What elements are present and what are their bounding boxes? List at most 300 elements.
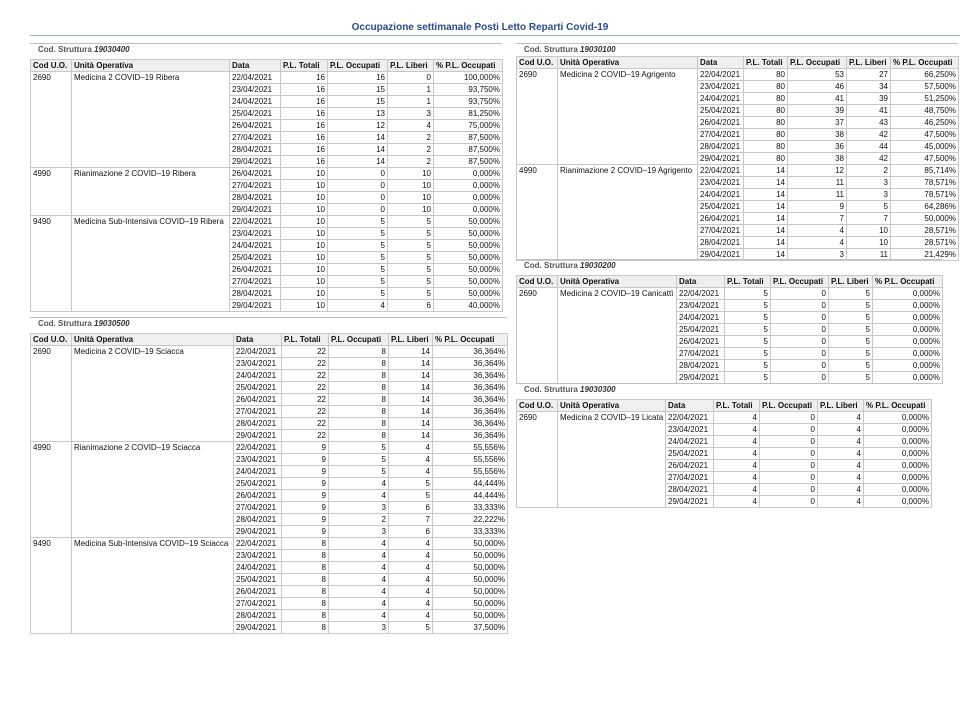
pl-liberi-cell: 43	[847, 117, 891, 129]
cod-uo-cell: 2690	[517, 412, 558, 508]
pct-occupati-cell: 36,364%	[433, 430, 508, 442]
pl-liberi-cell: 4	[818, 460, 864, 472]
pl-liberi-cell: 1	[388, 84, 434, 96]
pl-totali-cell: 4	[714, 472, 760, 484]
unita-operativa-cell: Rianimazione 2 COVID–19 Ribera	[72, 168, 230, 216]
pl-occupati-cell: 41	[788, 93, 847, 105]
pl-totali-cell: 16	[281, 120, 328, 132]
pl-liberi-cell: 4	[818, 448, 864, 460]
pl-occupati-cell: 0	[760, 472, 818, 484]
data-cell: 27/04/2021	[677, 348, 725, 360]
struttura-code: 19030100	[580, 45, 616, 54]
data-cell: 22/04/2021	[230, 72, 281, 84]
pl-liberi-cell: 14	[389, 406, 433, 418]
header-pl-occupati: P.L. Occupati	[329, 334, 389, 346]
data-cell: 28/04/2021	[666, 484, 714, 496]
pct-occupati-cell: 40,000%	[434, 300, 503, 312]
pl-totali-cell: 10	[281, 252, 328, 264]
pl-totali-cell: 22	[282, 382, 329, 394]
pl-liberi-cell: 4	[389, 550, 433, 562]
pl-totali-cell: 80	[744, 117, 788, 129]
pct-occupati-cell: 0,000%	[434, 168, 503, 180]
data-cell: 27/04/2021	[234, 502, 282, 514]
header-pl-totali: P.L. Totali	[282, 334, 329, 346]
pl-totali-cell: 5	[725, 324, 771, 336]
header-pl-liberi: P.L. Liberi	[818, 400, 864, 412]
pl-liberi-cell: 4	[389, 442, 433, 454]
pl-occupati-cell: 5	[328, 264, 388, 276]
pct-occupati-cell: 37,500%	[433, 622, 508, 634]
data-cell: 29/04/2021	[234, 430, 282, 442]
data-cell: 22/04/2021	[666, 412, 714, 424]
pct-occupati-cell: 50,000%	[433, 598, 508, 610]
table-row	[517, 288, 943, 300]
pct-occupati-cell: 81,250%	[434, 108, 503, 120]
header-cod-uo: Cod U.O.	[31, 60, 72, 72]
pl-liberi-cell: 4	[818, 472, 864, 484]
pct-occupati-cell: 0,000%	[434, 192, 503, 204]
pl-liberi-cell: 5	[388, 252, 434, 264]
pl-liberi-cell: 5	[829, 360, 873, 372]
pl-occupati-cell: 46	[788, 81, 847, 93]
pl-occupati-cell: 4	[788, 225, 847, 237]
pl-totali-cell: 8	[282, 562, 329, 574]
pct-occupati-cell: 36,364%	[433, 394, 508, 406]
pl-liberi-cell: 14	[389, 370, 433, 382]
pl-occupati-cell: 11	[788, 189, 847, 201]
pl-totali-cell: 14	[744, 249, 788, 261]
unita-operativa-cell: Rianimazione 2 COVID–19 Agrigento	[558, 165, 698, 261]
unita-operativa-cell: Medicina 2 COVID–19 Agrigento	[558, 69, 698, 165]
pl-totali-cell: 9	[282, 526, 329, 538]
table-row	[517, 412, 932, 424]
pct-occupati-cell: 0,000%	[873, 360, 943, 372]
pl-liberi-cell: 6	[389, 526, 433, 538]
pl-totali-cell: 9	[282, 454, 329, 466]
pl-liberi-cell: 42	[847, 129, 891, 141]
pl-totali-cell: 22	[282, 418, 329, 430]
struttura-label: Cod. Struttura	[524, 45, 578, 54]
pl-totali-cell: 16	[281, 84, 328, 96]
pct-occupati-cell: 0,000%	[864, 496, 932, 508]
pl-totali-cell: 16	[281, 144, 328, 156]
pct-occupati-cell: 50,000%	[434, 240, 503, 252]
pl-totali-cell: 16	[281, 108, 328, 120]
pct-occupati-cell: 50,000%	[434, 252, 503, 264]
pl-liberi-cell: 10	[388, 204, 434, 216]
data-cell: 29/04/2021	[677, 372, 725, 384]
pl-liberi-cell: 10	[388, 168, 434, 180]
table-row	[31, 216, 503, 228]
struttura-code: 19030200	[580, 261, 616, 270]
header-cod-uo: Cod U.O.	[517, 276, 558, 288]
pl-totali-cell: 9	[282, 466, 329, 478]
cod-uo-cell: 4990	[31, 168, 72, 216]
pct-occupati-cell: 0,000%	[864, 484, 932, 496]
pl-liberi-cell: 5	[388, 264, 434, 276]
pct-occupati-cell: 50,000%	[891, 213, 959, 225]
pl-liberi-cell: 27	[847, 69, 891, 81]
pl-liberi-cell: 2	[388, 144, 434, 156]
table-header-row	[517, 400, 932, 412]
pl-liberi-cell: 14	[389, 358, 433, 370]
data-cell: 22/04/2021	[698, 165, 744, 177]
pl-occupati-cell: 8	[329, 394, 389, 406]
pl-totali-cell: 22	[282, 394, 329, 406]
unita-operativa-cell: Medicina 2 COVID–19 Sciacca	[72, 346, 234, 442]
pl-totali-cell: 80	[744, 141, 788, 153]
pl-occupati-cell: 0	[328, 192, 388, 204]
pct-occupati-cell: 50,000%	[433, 562, 508, 574]
pl-liberi-cell: 4	[389, 586, 433, 598]
pct-occupati-cell: 55,556%	[433, 466, 508, 478]
pl-totali-cell: 80	[744, 93, 788, 105]
data-cell: 25/04/2021	[698, 201, 744, 213]
pct-occupati-cell: 50,000%	[433, 610, 508, 622]
cod-uo-cell: 2690	[31, 72, 72, 168]
header-pl-liberi: P.L. Liberi	[847, 57, 891, 69]
pl-totali-cell: 9	[282, 442, 329, 454]
pl-liberi-cell: 4	[389, 574, 433, 586]
pl-occupati-cell: 0	[328, 168, 388, 180]
pct-occupati-cell: 28,571%	[891, 237, 959, 249]
pl-liberi-cell: 5	[388, 240, 434, 252]
table-row	[31, 168, 503, 180]
pl-totali-cell: 10	[281, 180, 328, 192]
pl-occupati-cell: 0	[771, 288, 829, 300]
pl-occupati-cell: 0	[328, 180, 388, 192]
pl-totali-cell: 10	[281, 192, 328, 204]
pl-liberi-cell: 4	[818, 424, 864, 436]
pl-liberi-cell: 5	[829, 288, 873, 300]
table-header-row	[517, 276, 943, 288]
data-cell: 26/04/2021	[698, 117, 744, 129]
pct-occupati-cell: 44,444%	[433, 490, 508, 502]
pl-totali-cell: 80	[744, 129, 788, 141]
pl-occupati-cell: 0	[760, 448, 818, 460]
header-data: Data	[677, 276, 725, 288]
header-unita-operativa: Unità Operativa	[558, 400, 666, 412]
pl-totali-cell: 4	[714, 424, 760, 436]
pl-totali-cell: 22	[282, 430, 329, 442]
data-cell: 26/04/2021	[234, 394, 282, 406]
data-cell: 28/04/2021	[698, 237, 744, 249]
data-cell: 24/04/2021	[677, 312, 725, 324]
data-cell: 29/04/2021	[666, 496, 714, 508]
pl-occupati-cell: 11	[788, 177, 847, 189]
header-data: Data	[230, 60, 281, 72]
pl-liberi-cell: 2	[847, 165, 891, 177]
struttura-label: Cod. Struttura	[524, 261, 578, 270]
pl-liberi-cell: 5	[829, 348, 873, 360]
data-cell: 23/04/2021	[234, 454, 282, 466]
data-cell: 24/04/2021	[698, 189, 744, 201]
table-row	[517, 165, 959, 177]
pct-occupati-cell: 0,000%	[873, 336, 943, 348]
data-cell: 25/04/2021	[234, 574, 282, 586]
pct-occupati-cell: 64,286%	[891, 201, 959, 213]
data-cell: 24/04/2021	[666, 436, 714, 448]
data-cell: 28/04/2021	[230, 144, 281, 156]
header-unita-operativa: Unità Operativa	[558, 276, 677, 288]
pl-totali-cell: 8	[282, 622, 329, 634]
pl-totali-cell: 4	[714, 448, 760, 460]
pl-totali-cell: 10	[281, 216, 328, 228]
pl-liberi-cell: 5	[829, 336, 873, 348]
pct-occupati-cell: 0,000%	[873, 324, 943, 336]
data-cell: 22/04/2021	[698, 69, 744, 81]
pl-occupati-cell: 5	[328, 228, 388, 240]
pl-liberi-cell: 5	[829, 324, 873, 336]
pl-liberi-cell: 39	[847, 93, 891, 105]
pl-occupati-cell: 5	[328, 240, 388, 252]
cod-uo-cell: 4990	[517, 165, 558, 261]
pct-occupati-cell: 36,364%	[433, 370, 508, 382]
data-cell: 29/04/2021	[698, 249, 744, 261]
data-cell: 25/04/2021	[234, 382, 282, 394]
pl-liberi-cell: 11	[847, 249, 891, 261]
pl-totali-cell: 5	[725, 348, 771, 360]
struttura-header	[30, 317, 507, 330]
pl-occupati-cell: 5	[328, 276, 388, 288]
pct-occupati-cell: 93,750%	[434, 84, 503, 96]
pl-totali-cell: 4	[714, 436, 760, 448]
unita-operativa-cell: Medicina Sub-Intensiva COVID–19 Ribera	[72, 216, 230, 312]
pl-liberi-cell: 4	[388, 120, 434, 132]
pct-occupati-cell: 55,556%	[433, 454, 508, 466]
struttura-header	[30, 43, 502, 56]
pl-occupati-cell: 3	[329, 622, 389, 634]
pl-totali-cell: 10	[281, 240, 328, 252]
pl-totali-cell: 5	[725, 288, 771, 300]
pl-totali-cell: 14	[744, 213, 788, 225]
pl-liberi-cell: 3	[847, 177, 891, 189]
struttura-19030200	[516, 259, 942, 384]
data-cell: 29/04/2021	[234, 622, 282, 634]
pl-liberi-cell: 7	[847, 213, 891, 225]
pl-liberi-cell: 14	[389, 430, 433, 442]
data-cell: 25/04/2021	[698, 105, 744, 117]
pl-liberi-cell: 10	[847, 237, 891, 249]
pct-occupati-cell: 57,500%	[891, 81, 959, 93]
data-cell: 22/04/2021	[234, 346, 282, 358]
pl-totali-cell: 8	[282, 610, 329, 622]
pct-occupati-cell: 75,000%	[434, 120, 503, 132]
header-data: Data	[666, 400, 714, 412]
data-cell: 23/04/2021	[234, 550, 282, 562]
pl-occupati-cell: 0	[760, 484, 818, 496]
data-cell: 24/04/2021	[234, 370, 282, 382]
data-cell: 26/04/2021	[230, 264, 281, 276]
pl-liberi-cell: 5	[389, 478, 433, 490]
data-cell: 28/04/2021	[234, 514, 282, 526]
pl-liberi-cell: 4	[389, 538, 433, 550]
pl-occupati-cell: 0	[760, 424, 818, 436]
header-pct-occupati: % P.L. Occupati	[434, 60, 503, 72]
pct-occupati-cell: 50,000%	[433, 586, 508, 598]
header-pl-occupati: P.L. Occupati	[760, 400, 818, 412]
pct-occupati-cell: 36,364%	[433, 406, 508, 418]
pl-liberi-cell: 5	[389, 622, 433, 634]
pl-liberi-cell: 3	[388, 108, 434, 120]
pct-occupati-cell: 51,250%	[891, 93, 959, 105]
pl-occupati-cell: 14	[328, 156, 388, 168]
pl-occupati-cell: 0	[760, 496, 818, 508]
data-cell: 25/04/2021	[230, 108, 281, 120]
pl-liberi-cell: 4	[389, 610, 433, 622]
pct-occupati-cell: 0,000%	[873, 348, 943, 360]
pl-occupati-cell: 8	[329, 430, 389, 442]
header-unita-operativa: Unità Operativa	[72, 334, 234, 346]
pct-occupati-cell: 0,000%	[434, 204, 503, 216]
data-cell: 22/04/2021	[677, 288, 725, 300]
pl-liberi-cell: 5	[847, 201, 891, 213]
data-cell: 23/04/2021	[230, 84, 281, 96]
pl-occupati-cell: 5	[328, 216, 388, 228]
pl-liberi-cell: 4	[389, 598, 433, 610]
pl-liberi-cell: 2	[388, 156, 434, 168]
data-cell: 26/04/2021	[230, 168, 281, 180]
pl-totali-cell: 16	[281, 96, 328, 108]
pl-occupati-cell: 4	[329, 574, 389, 586]
struttura-header	[516, 259, 942, 272]
data-cell: 28/04/2021	[230, 288, 281, 300]
pl-liberi-cell: 5	[388, 228, 434, 240]
table-header-row	[31, 334, 508, 346]
pl-occupati-cell: 4	[788, 237, 847, 249]
pct-occupati-cell: 28,571%	[891, 225, 959, 237]
struttura-code: 19030400	[94, 45, 130, 54]
header-pl-liberi: P.L. Liberi	[829, 276, 873, 288]
pl-occupati-cell: 38	[788, 129, 847, 141]
data-cell: 23/04/2021	[230, 228, 281, 240]
header-pl-occupati: P.L. Occupati	[328, 60, 388, 72]
pct-occupati-cell: 100,000%	[434, 72, 503, 84]
header-pl-liberi: P.L. Liberi	[389, 334, 433, 346]
table-row	[31, 442, 508, 454]
pct-occupati-cell: 21,429%	[891, 249, 959, 261]
pct-occupati-cell: 55,556%	[433, 442, 508, 454]
pl-liberi-cell: 6	[389, 502, 433, 514]
pl-totali-cell: 8	[282, 538, 329, 550]
pl-liberi-cell: 14	[389, 346, 433, 358]
data-cell: 29/04/2021	[230, 204, 281, 216]
pl-liberi-cell: 3	[847, 189, 891, 201]
struttura-label: Cod. Struttura	[38, 319, 92, 328]
pl-totali-cell: 5	[725, 360, 771, 372]
pct-occupati-cell: 0,000%	[864, 412, 932, 424]
pct-occupati-cell: 46,250%	[891, 117, 959, 129]
pl-occupati-cell: 8	[329, 346, 389, 358]
pl-totali-cell: 9	[282, 514, 329, 526]
pl-totali-cell: 22	[282, 370, 329, 382]
pct-occupati-cell: 78,571%	[891, 189, 959, 201]
struttura-header	[516, 43, 958, 56]
cod-uo-cell: 9490	[31, 538, 72, 634]
cod-uo-cell: 9490	[31, 216, 72, 312]
pl-liberi-cell: 10	[388, 192, 434, 204]
pct-occupati-cell: 45,000%	[891, 141, 959, 153]
pl-occupati-cell: 4	[329, 562, 389, 574]
pl-totali-cell: 80	[744, 105, 788, 117]
pl-liberi-cell: 4	[389, 454, 433, 466]
header-unita-operativa: Unità Operativa	[72, 60, 230, 72]
header-data: Data	[698, 57, 744, 69]
pl-totali-cell: 8	[282, 550, 329, 562]
pl-occupati-cell: 0	[771, 360, 829, 372]
pl-liberi-cell: 7	[389, 514, 433, 526]
pct-occupati-cell: 66,250%	[891, 69, 959, 81]
data-cell: 24/04/2021	[234, 466, 282, 478]
pct-occupati-cell: 36,364%	[433, 382, 508, 394]
pl-occupati-cell: 8	[329, 370, 389, 382]
data-cell: 25/04/2021	[230, 252, 281, 264]
pl-liberi-cell: 5	[829, 312, 873, 324]
pl-liberi-cell: 14	[389, 382, 433, 394]
pl-totali-cell: 4	[714, 460, 760, 472]
pl-liberi-cell: 0	[388, 72, 434, 84]
pct-occupati-cell: 0,000%	[873, 372, 943, 384]
unita-operativa-cell: Medicina 2 COVID–19 Canicattì	[558, 288, 677, 384]
data-cell: 27/04/2021	[698, 225, 744, 237]
pl-liberi-cell: 10	[847, 225, 891, 237]
pl-totali-cell: 9	[282, 502, 329, 514]
struttura-header	[516, 383, 931, 396]
data-cell: 22/04/2021	[234, 442, 282, 454]
pl-liberi-cell: 5	[389, 490, 433, 502]
data-cell: 27/04/2021	[698, 129, 744, 141]
pl-occupati-cell: 3	[329, 502, 389, 514]
pl-liberi-cell: 4	[818, 496, 864, 508]
pl-occupati-cell: 0	[760, 436, 818, 448]
pl-totali-cell: 8	[282, 574, 329, 586]
pct-occupati-cell: 87,500%	[434, 156, 503, 168]
pct-occupati-cell: 0,000%	[864, 424, 932, 436]
pl-totali-cell: 80	[744, 81, 788, 93]
cod-uo-cell: 2690	[517, 288, 558, 384]
pl-liberi-cell: 4	[818, 484, 864, 496]
pl-occupati-cell: 36	[788, 141, 847, 153]
pl-totali-cell: 5	[725, 336, 771, 348]
pl-totali-cell: 16	[281, 132, 328, 144]
pl-totali-cell: 10	[281, 228, 328, 240]
pl-occupati-cell: 0	[760, 412, 818, 424]
pl-occupati-cell: 12	[788, 165, 847, 177]
pl-liberi-cell: 6	[388, 300, 434, 312]
struttura-label: Cod. Struttura	[38, 45, 92, 54]
pl-totali-cell: 4	[714, 484, 760, 496]
pct-occupati-cell: 33,333%	[433, 502, 508, 514]
data-cell: 25/04/2021	[666, 448, 714, 460]
pl-occupati-cell: 0	[771, 300, 829, 312]
page-title: Occupazione settimanale Posti Letto Reparti Covid-19	[351, 22, 609, 33]
data-cell: 26/04/2021	[234, 586, 282, 598]
header-pl-totali: P.L. Totali	[714, 400, 760, 412]
struttura-table	[516, 275, 943, 384]
pl-occupati-cell: 4	[329, 478, 389, 490]
pl-liberi-cell: 4	[818, 412, 864, 424]
pct-occupati-cell: 0,000%	[434, 180, 503, 192]
data-cell: 27/04/2021	[230, 276, 281, 288]
data-cell: 23/04/2021	[698, 177, 744, 189]
pl-totali-cell: 8	[282, 586, 329, 598]
data-cell: 23/04/2021	[677, 300, 725, 312]
struttura-label: Cod. Struttura	[524, 385, 578, 394]
pl-occupati-cell: 15	[328, 96, 388, 108]
header-cod-uo: Cod U.O.	[517, 400, 558, 412]
data-cell: 23/04/2021	[666, 424, 714, 436]
pl-occupati-cell: 53	[788, 69, 847, 81]
